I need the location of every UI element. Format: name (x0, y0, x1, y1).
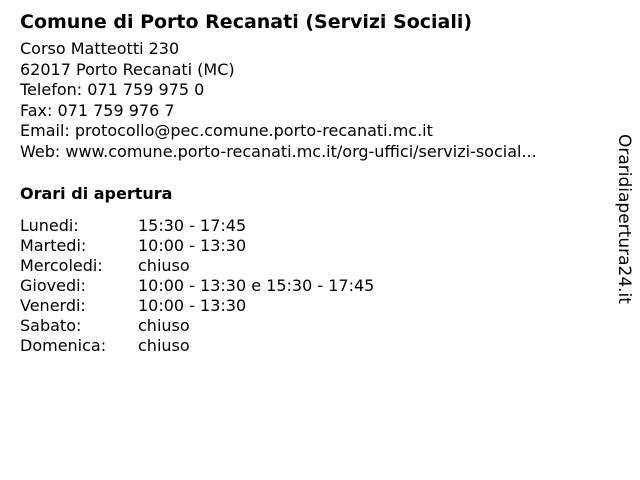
web-link[interactable]: Web: www.comune.porto-recanati.mc.it/org-uffici/servizi-social... (20, 141, 537, 161)
time-value: 10:00 - 13:30 e 15:30 - 17:45 (138, 276, 375, 295)
hours-row-monday (20, 216, 610, 236)
address-city: 62017 Porto Recanati (MC) (20, 59, 235, 79)
day-label: Martedi: (20, 236, 87, 255)
time-value: chiuso (138, 336, 190, 355)
office-title: Comune di Porto Recanati (Servizi Sociali) (20, 11, 473, 33)
day-label: Domenica: (20, 336, 107, 355)
hours-row-friday (20, 296, 610, 316)
time-value: 10:00 - 13:30 (138, 236, 247, 255)
address-street: Corso Matteotti 230 (20, 39, 180, 58)
day-label: Giovedi: (20, 276, 86, 295)
hours-heading: Orari di apertura (20, 184, 173, 203)
day-label: Venerdi: (20, 296, 86, 315)
hours-row-tuesday (20, 236, 610, 256)
office-card (20, 8, 610, 356)
hours-row-sunday (20, 336, 610, 356)
email-link[interactable]: Email: protocollo@pec.comune.porto-recanati.mc.it (20, 121, 433, 140)
phone-number[interactable]: Telefon: 071 759 975 0 (20, 80, 205, 99)
hours-row-saturday (20, 316, 610, 336)
brand-watermark: Oraridiapertura24.it (614, 134, 634, 304)
time-value: 10:00 - 13:30 (138, 296, 247, 315)
time-value: chiuso (138, 316, 190, 335)
day-label: Mercoledi: (20, 256, 103, 275)
time-value: chiuso (138, 256, 190, 275)
hours-row-thursday (20, 276, 610, 296)
time-value: 15:30 - 17:45 (138, 216, 247, 235)
day-label: Lunedi: (20, 216, 79, 235)
day-label: Sabato: (20, 316, 82, 335)
fax-number: Fax: 071 759 976 7 (20, 100, 175, 120)
hours-table (20, 216, 610, 356)
hours-row-wednesday (20, 256, 610, 276)
